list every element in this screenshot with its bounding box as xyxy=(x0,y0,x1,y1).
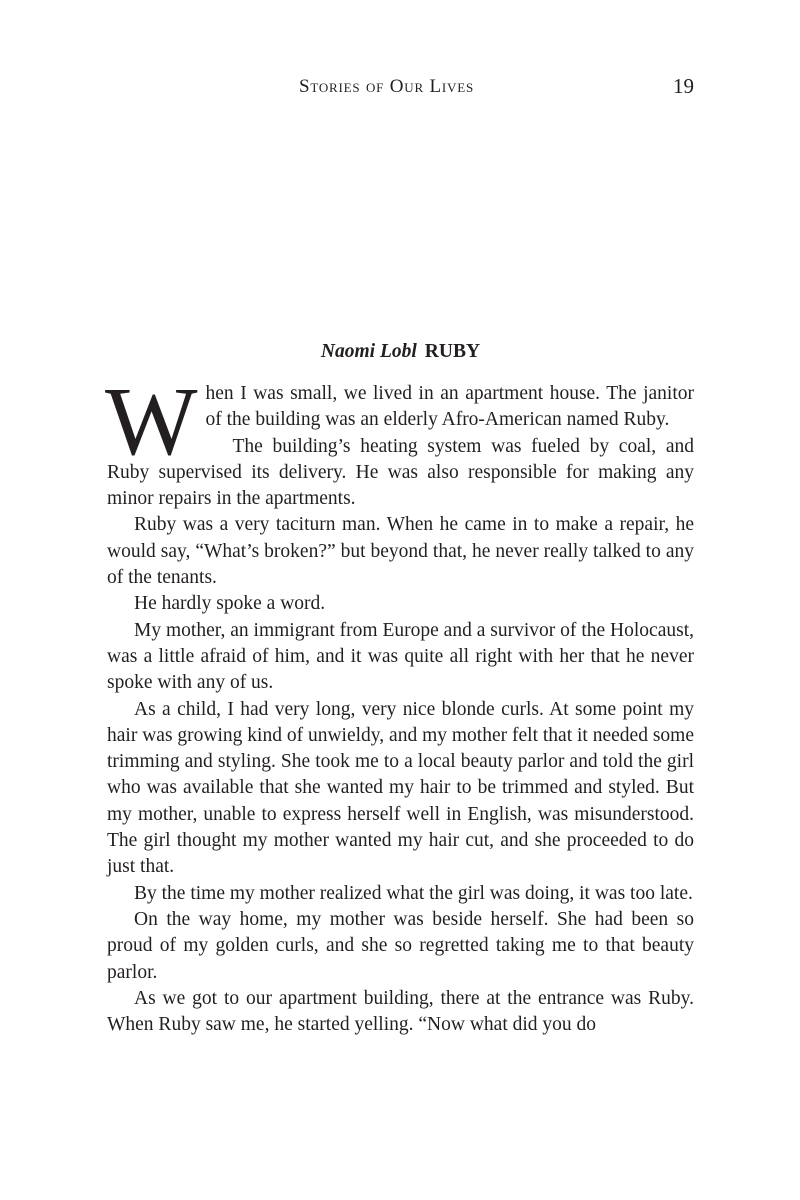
story-heading xyxy=(107,341,694,363)
running-header xyxy=(107,74,694,102)
story-body xyxy=(105,368,694,1038)
book-page xyxy=(107,0,694,1200)
drop-cap: W xyxy=(105,368,198,476)
paragraph-1-text: hen I was small, we lived in an apartment house. The janitor of the building was an elderly Afro-American named Ruby. xyxy=(205,383,694,431)
paragraph-8: On the way home, my mother was beside herself. She had been so proud of my golden curls, and she so regretted taking me to that beauty parlor. xyxy=(107,908,694,983)
running-title: Stories of Our Lives xyxy=(299,76,474,97)
paragraph-5: My mother, an immigrant from Europe and a survivor of the Holocaust, was a little afraid of him, and it was quite all right with her that he never spoke with any of us. xyxy=(107,619,694,694)
paragraph-4: He hardly spoke a word. xyxy=(134,593,326,615)
paragraph-6: As a child, I had very long, very nice blonde curls. At some point my hair was growing kind of unwieldy, and my mother felt that it needed some trimming and styling. She took me to a local beauty parlor and told the girl who was available that she wanted my hair to be trimmed and styled. But my mother, unable to express herself well in English, was misunderstood. The girl thought my mother wanted my hair cut, and she proceeded to do just that. xyxy=(107,698,694,878)
paragraph-9: As we got to our apartment building, there at the entrance was Ruby. When Ruby saw me, he started yelling. “Now what did you do xyxy=(107,987,694,1036)
paragraph-3: Ruby was a very taciturn man. When he came in to make a repair, he would say, “What’s broken?” but beyond that, he never really talked to any of the tenants. xyxy=(107,514,694,589)
paragraph-7: By the time my mother realized what the girl was doing, it was too late. xyxy=(134,882,693,904)
story-author: Naomi Lobl xyxy=(320,341,417,362)
paragraph-2: The building’s heating system was fueled by coal, and Ruby supervised its delivery. He was also responsible for making any minor repairs in the apartments. xyxy=(107,435,694,510)
page-number: 19 xyxy=(673,74,694,98)
story-title: RUBY xyxy=(424,341,481,362)
